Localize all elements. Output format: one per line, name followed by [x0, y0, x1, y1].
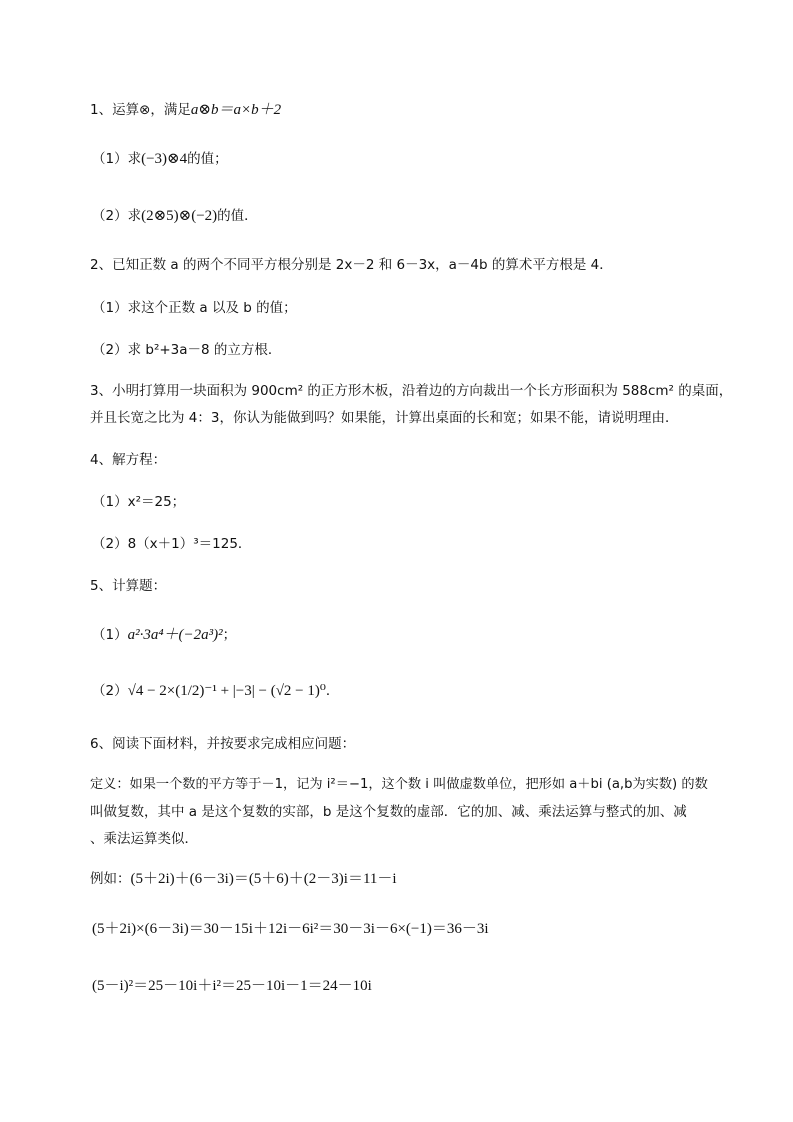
problem-6-stem: 6、阅读下面材料，并按要求完成相应问题： [90, 736, 356, 752]
example-3: (5－i)²＝25－10i＋i²＝25－10i－1＝24－10i [92, 978, 372, 994]
problem-1-stem: 1、运算⊗，满足a⊗b＝a×b＋2 [90, 102, 282, 118]
operation-rule: a⊗b＝a×b＋2 [190, 102, 282, 118]
problem-3-line-1: 3、小明打算用一块面积为 900cm² 的正方形木板，沿着边的方向裁出一个长方形面积为 588cm² 的桌面， [90, 383, 733, 399]
definition-line-1: 定义：如果一个数的平方等于－1，记为 i²＝−1，这个数 i 叫做虚数单位，把形如 a＋bi (a,b为实数) 的数 [90, 777, 708, 792]
problem-4-q1: （1）x²＝25； [92, 494, 186, 510]
example-2: (5＋2i)×(6－3i)＝30－15i＋12i－6i²＝30－3i－6×(−1)＝36－3i [92, 921, 489, 937]
problem-1-q1: （1）求(−3)⊗4的值； [92, 151, 228, 167]
problem-2-q1: （1）求这个正数 a 以及 b 的值； [92, 300, 297, 316]
problem-4-q2: （2）8（x＋1）³＝125． [92, 536, 252, 552]
expression-1: a²·3a⁴＋(−2a³)² [127, 627, 223, 643]
problem-5-stem: 5、计算题： [90, 578, 167, 594]
expression-2: √4 − 2×(1/2)⁻¹ + |−3| − (√2 − 1)⁰ [127, 683, 326, 699]
problem-1-q2: （2）求(2⊗5)⊗(−2)的值． [92, 208, 258, 224]
problem-5-q1: （1）a²·3a⁴＋(−2a³)²； [92, 627, 237, 643]
problem-2-q2: （2）求 b²+3a－8 的立方根． [92, 342, 282, 358]
problem-2-stem: 2、已知正数 a 的两个不同平方根分别是 2x－2 和 6－3x，a－4b 的算术平方根是 4． [90, 257, 613, 273]
problem-5-q2: （2）√4 − 2×(1/2)⁻¹ + |−3| − (√2 − 1)⁰． [92, 683, 340, 699]
problem-3-line-2: 并且长宽之比为 4：3，你认为能做到吗？如果能，计算出桌面的长和宽；如果不能，请说明理由． [90, 410, 679, 426]
definition-line-2: 叫做复数，其中 a 是这个复数的实部，b 是这个复数的虚部．它的加、减、乘法运算与整式的加、减 [90, 804, 687, 820]
example-1: 例如：(5＋2i)＋(6－3i)＝(5＋6)＋(2－3)i＝11－i [90, 871, 397, 887]
problem-4-stem: 4、解方程： [90, 452, 167, 468]
definition-line-3: 、乘法运算类似． [90, 831, 198, 847]
